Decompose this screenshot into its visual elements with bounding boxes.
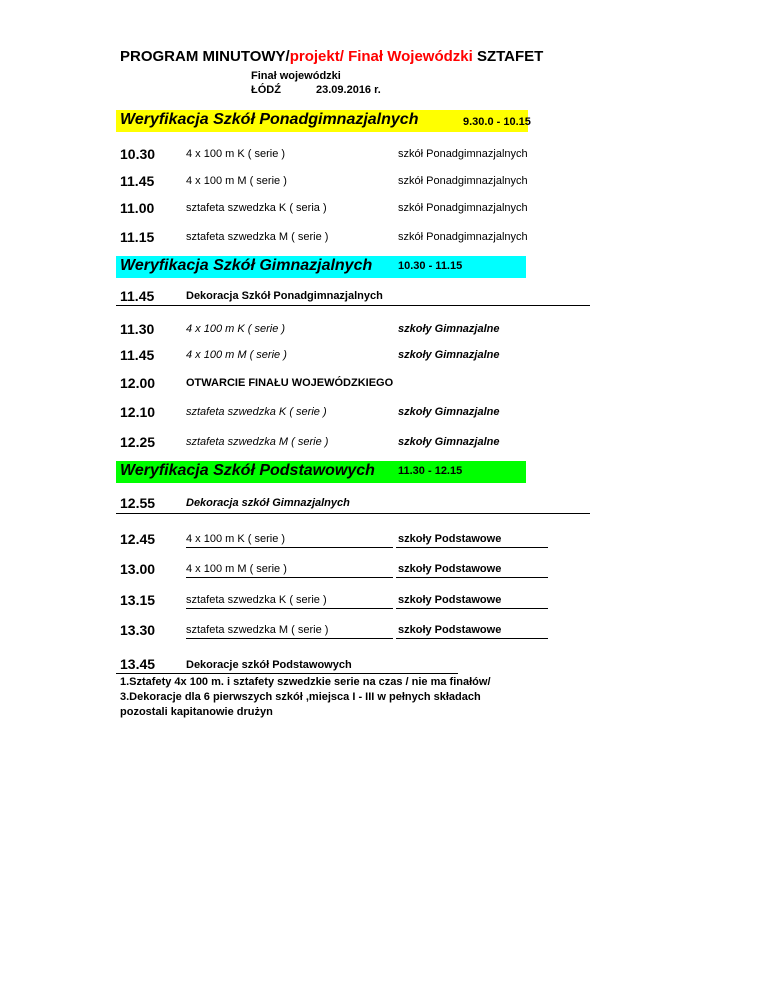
row-event: sztafeta szwedzka M ( serie )	[186, 231, 329, 243]
section-header-label: Weryfikacja Szkół Ponadgimnazjalnych	[120, 111, 419, 128]
row-time: 12.55	[120, 495, 156, 511]
category-underline	[396, 547, 548, 548]
schedule-row	[120, 347, 600, 367]
note-line: 3.Dekoracje dla 6 pierwszych szkół ,miejsca I - III w pełnych składach	[120, 691, 481, 703]
row-event: 4 x 100 m M ( serie )	[186, 175, 287, 187]
schedule-row	[120, 173, 600, 193]
row-time: 11.45	[120, 347, 155, 363]
row-event: sztafeta szwedzka K ( serie )	[186, 406, 327, 418]
category-underline	[396, 638, 548, 639]
row-time: 12.00	[120, 375, 156, 391]
row-event: Dekoracje szkół Podstawowych	[186, 659, 352, 671]
note-line: pozostali kapitanowie drużyn	[120, 706, 273, 718]
row-time: 13.00	[120, 561, 156, 577]
title-part-1: PROGRAM MINUTOWY/	[120, 48, 290, 65]
schedule-row	[120, 434, 600, 454]
row-event: 4 x 100 m K ( serie )	[186, 148, 286, 160]
event-underline	[186, 608, 393, 609]
divider-line	[116, 673, 458, 674]
schedule-row	[120, 561, 600, 581]
row-event: sztafeta szwedzka M ( serie )	[186, 436, 329, 448]
row-time: 11.15	[120, 229, 155, 245]
section-header-time: 9.30.0 - 10.15	[463, 116, 531, 128]
row-category: szkół Ponadgimnazjalnych	[398, 231, 528, 243]
row-category: szkoły Gimnazjalne	[398, 406, 500, 418]
row-category: szkoły Podstawowe	[398, 624, 502, 636]
schedule-row	[120, 229, 600, 249]
section-header-label: Weryfikacja Szkół Podstawowych	[120, 462, 375, 479]
subtitle-date: 23.09.2016 r.	[316, 84, 381, 96]
row-category: szkoły Gimnazjalne	[398, 323, 500, 335]
row-event: Dekoracja Szkół Ponadgimnazjalnych	[186, 290, 383, 302]
row-category: szkoły Podstawowe	[398, 594, 502, 606]
schedule-row	[120, 531, 600, 551]
note-line: 1.Sztafety 4x 100 m. i sztafety szwedzkie serie na czas / nie ma finałów/	[120, 676, 491, 688]
event-underline	[186, 638, 393, 639]
schedule-row	[120, 404, 600, 424]
row-category: szkoły Podstawowe	[398, 533, 502, 545]
row-time: 13.45	[120, 656, 156, 672]
event-underline	[186, 547, 393, 548]
schedule-row	[120, 200, 600, 220]
section-header-label: Weryfikacja Szkół Gimnazjalnych	[120, 257, 373, 274]
section-header-time: 11.30 - 12.15	[398, 465, 463, 477]
row-time: 11.30	[120, 321, 155, 337]
section-header-podstawowe	[116, 461, 526, 483]
page-title	[120, 48, 543, 65]
row-category: szkół Ponadgimnazjalnych	[398, 175, 528, 187]
row-time: 12.10	[120, 404, 156, 420]
row-category: szkół Ponadgimnazjalnych	[398, 148, 528, 160]
row-time: 11.45	[120, 173, 155, 189]
row-time: 10.30	[120, 146, 156, 162]
row-category: szkoły Gimnazjalne	[398, 436, 500, 448]
row-time: 13.30	[120, 622, 156, 638]
row-time: 13.15	[120, 592, 156, 608]
row-time: 11.45	[120, 288, 155, 304]
title-part-2: projekt/ Finał Wojewódzki	[289, 48, 473, 65]
schedule-row	[120, 622, 600, 642]
row-category: szkoły Gimnazjalne	[398, 349, 500, 361]
divider-line	[116, 513, 590, 514]
row-category: szkoły Podstawowe	[398, 563, 502, 575]
category-underline	[396, 608, 548, 609]
category-underline	[396, 577, 548, 578]
event-underline	[186, 577, 393, 578]
row-event: 4 x 100 m K ( serie )	[186, 323, 286, 335]
schedule-row	[120, 321, 600, 341]
row-event: sztafeta szwedzka K ( serie )	[186, 594, 327, 606]
row-event: OTWARCIE FINAŁU WOJEWÓDZKIEGO	[186, 377, 394, 389]
row-event: 4 x 100 m K ( serie )	[186, 533, 286, 545]
schedule-row	[120, 592, 600, 612]
row-event: sztafeta szwedzka M ( serie )	[186, 624, 329, 636]
opening-row	[120, 375, 600, 395]
row-event: sztafeta szwedzka K ( seria )	[186, 202, 327, 214]
row-time: 12.45	[120, 531, 156, 547]
subtitle-line: Finał wojewódzki	[251, 70, 341, 82]
row-event: 4 x 100 m M ( serie )	[186, 349, 287, 361]
divider-line	[116, 305, 590, 306]
subtitle-place: ŁÓDŹ	[251, 84, 281, 96]
row-event: 4 x 100 m M ( serie )	[186, 563, 287, 575]
row-time: 12.25	[120, 434, 156, 450]
row-time: 11.00	[120, 200, 155, 216]
row-category: szkół Ponadgimnazjalnych	[398, 202, 528, 214]
decoration-row	[120, 495, 600, 515]
section-header-time: 10.30 - 11.15	[398, 260, 463, 272]
title-part-3: SZTAFET	[472, 48, 544, 65]
schedule-row	[120, 146, 600, 166]
section-header-gimnazjalne	[116, 256, 526, 278]
row-event: Dekoracja szkół Gimnazjalnych	[186, 497, 350, 509]
